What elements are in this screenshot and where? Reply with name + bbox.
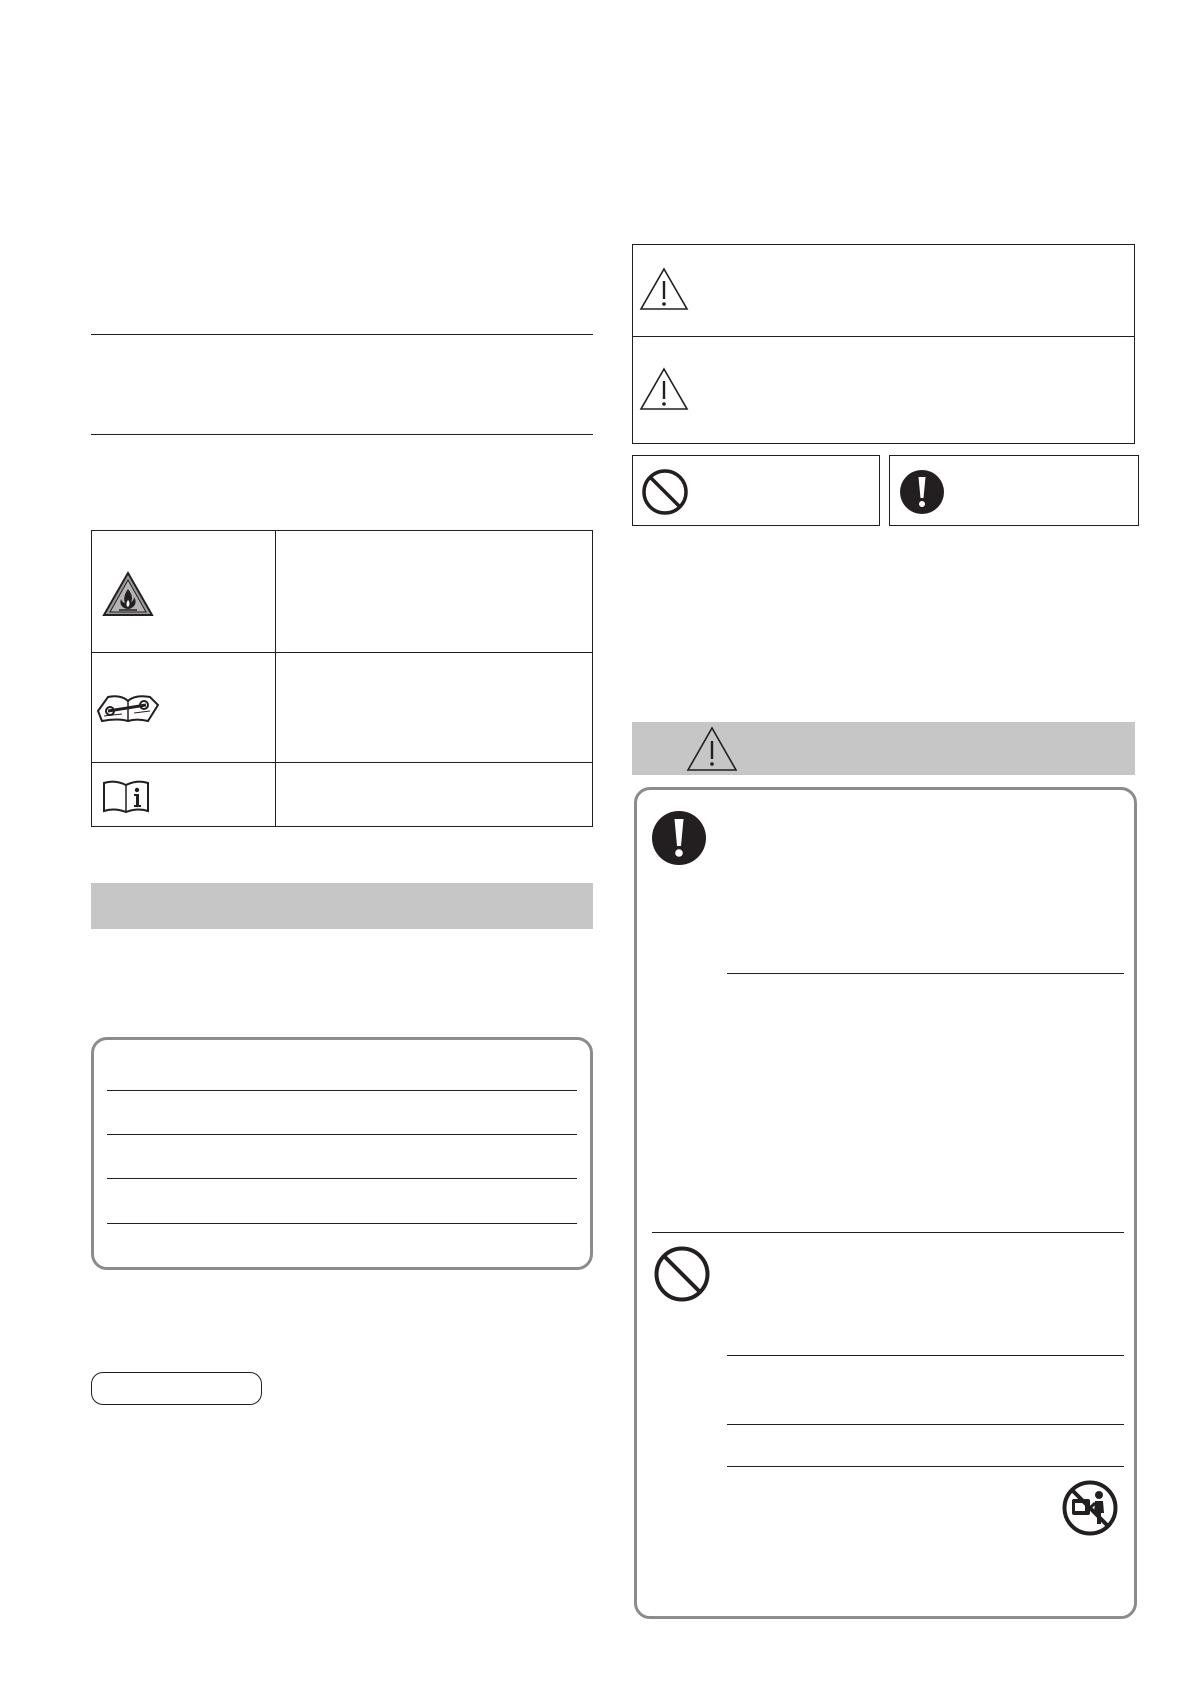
exclamation-circle-icon	[650, 809, 708, 867]
symbol-table-row-line	[92, 762, 592, 763]
mandatory-symbol-box	[889, 455, 1139, 526]
warning-frame-divider	[633, 336, 1134, 337]
exclamation-circle-icon	[898, 468, 946, 516]
symbol-table	[91, 530, 593, 827]
left-rounded-list-box	[91, 1037, 593, 1270]
exclamation-triangle-icon	[639, 367, 689, 411]
instruction-rule	[727, 1424, 1124, 1425]
warning-heading-band	[632, 722, 1135, 775]
no-touch-icon	[1061, 1479, 1119, 1537]
instruction-rule	[727, 1355, 1124, 1356]
symbol-table-row-line	[92, 652, 592, 653]
section-divider-rule	[652, 1232, 1124, 1233]
list-box-rule	[107, 1223, 577, 1224]
exclamation-triangle-icon	[639, 267, 689, 311]
prohibited-symbol-box	[632, 455, 880, 526]
symbol-table-divider	[275, 531, 276, 826]
service-manual-wrench-icon	[94, 691, 162, 727]
list-box-rule	[107, 1134, 577, 1135]
warning-caution-frame	[632, 244, 1135, 444]
left-section-heading-band	[91, 883, 593, 929]
list-box-rule	[107, 1090, 577, 1091]
flammable-triangle-icon	[102, 571, 154, 617]
exclamation-triangle-icon	[686, 726, 738, 772]
instruction-rule	[727, 1466, 1124, 1467]
prohibited-circle-icon	[641, 468, 689, 516]
instruction-rule	[727, 973, 1124, 974]
left-label-pill	[91, 1372, 262, 1405]
list-box-rule	[107, 1178, 577, 1179]
prohibited-circle-icon	[653, 1245, 711, 1303]
warning-instructions-box	[634, 787, 1137, 1619]
left-rule-second	[91, 434, 593, 435]
info-book-icon	[102, 779, 150, 813]
left-rule-top	[91, 334, 593, 335]
